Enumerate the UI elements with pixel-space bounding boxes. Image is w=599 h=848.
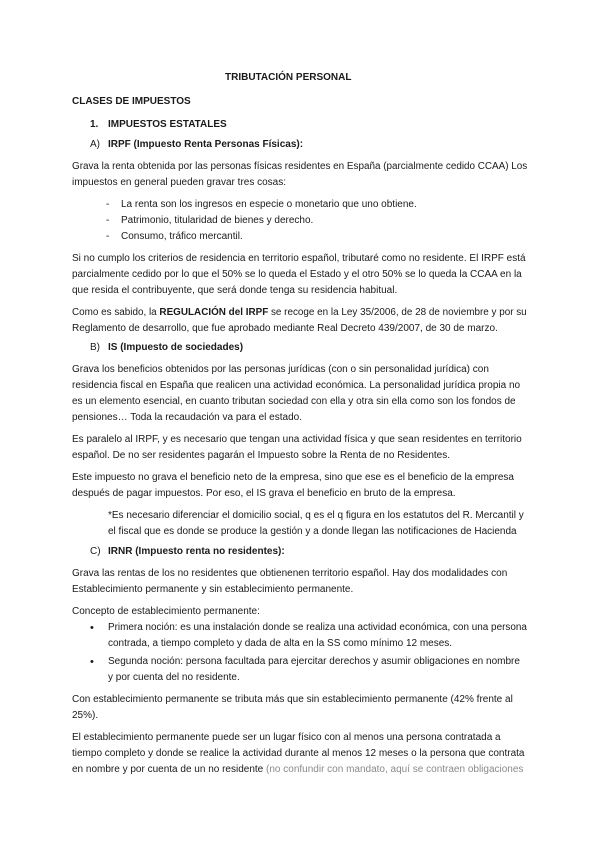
- paragraph-line: Grava las rentas de los no residentes que obtienenen territorio español. Hay dos modalidades con: [72, 568, 508, 579]
- paragraph-line: Si no cumplo los criterios de residencia en territorio español, tributaré como no residente. El IRPF está: [72, 253, 526, 264]
- is-letter: B): [90, 342, 100, 353]
- bullet-line: Segunda noción: persona facultada para ejercitar derechos y asumir obligaciones en nombre: [108, 656, 520, 667]
- bullet-line: y por cuenta del no residente.: [108, 672, 240, 683]
- bullet-dot: •: [90, 622, 94, 634]
- irpf-letter: A): [90, 139, 100, 150]
- paragraph-line: 25%).: [72, 710, 99, 721]
- section-heading: CLASES DE IMPUESTOS: [72, 96, 191, 107]
- text-run: Como es sabido, la: [72, 307, 160, 318]
- concept-heading: Concepto de establecimiento permanente:: [72, 606, 260, 617]
- bullet-line: Primera noción: es una instalación donde se realiza una actividad económica, con una persona: [108, 622, 527, 633]
- list-item: Patrimonio, titularidad de bienes y derecho.: [121, 215, 314, 226]
- paragraph-line: Es paralelo al IRPF, y es necesario que tengan una actividad física y que sean residentes en territorio: [72, 434, 522, 445]
- irpf-intro-line: Grava la renta obtenida por las personas físicas residentes en España (parcialmente cedido CCAA) Los: [72, 161, 528, 172]
- bullet-line: contrada, a tiempo completo y dada de alta en la SS como mínimo 12 meses.: [108, 638, 453, 649]
- irpf-heading: IRPF (Impuesto Renta Personas Físicas):: [108, 139, 304, 150]
- paragraph-line: El establecimiento permanente puede ser un lugar físico con al menos una persona contratada a: [72, 732, 501, 743]
- paragraph-line: [72, 764, 523, 776]
- dash-bullet: -: [106, 215, 110, 226]
- paragraph-line: pensiones… Toda la recaudación va para el estado.: [72, 412, 302, 423]
- subsection-heading: IMPUESTOS ESTATALES: [108, 119, 227, 130]
- paragraph-line: tiempo completo y donde se realice la actividad durante al menos 12 meses o la persona que contrata: [72, 748, 525, 759]
- text-run: se recoge en la Ley 35/2006, de 28 de noviembre y por su: [268, 307, 527, 318]
- paragraph-line: después de pagar impuestos. Por eso, el IS grava el beneficio en bruto de la empresa.: [72, 488, 456, 499]
- page-title: TRIBUTACIÓN PERSONAL: [225, 72, 352, 83]
- paragraph-line: Con establecimiento permanente se tributa más que sin establecimiento permanente (42% frente al: [72, 694, 513, 705]
- paragraph-line: es un elemento esencial, en cuanto tributan sociedad con ella y otra sin ella como son los fondos de: [72, 396, 516, 407]
- paragraph-line: Establecimiento permanente y sin establecimiento permanente.: [72, 584, 354, 595]
- paragraph-line: parcialmente cedido por lo que el 50% se lo queda el Estado y el otro 50% se lo queda la CCAA en la: [72, 269, 522, 280]
- irnr-letter: C): [90, 546, 101, 557]
- list-item: La renta son los ingresos en especie o monetario que uno obtiene.: [121, 199, 417, 210]
- note-line: *Es necesario diferenciar el domicilio social, q es el q figura en los estatutos del R. Mercantil y: [108, 510, 524, 521]
- list-item: Consumo, tráfico mercantil.: [121, 231, 243, 242]
- paragraph-line: Grava los beneficios obtenidos por las personas jurídicas (con o sin personalidad jurídica) con: [72, 364, 489, 375]
- dash-bullet: -: [106, 199, 110, 210]
- paragraph-line: [72, 307, 527, 319]
- dash-bullet: -: [106, 231, 110, 242]
- bullet-dot: •: [90, 656, 94, 668]
- paragraph-line: residencia fiscal en España que realicen una actividad económica. La personalidad jurídica propia no: [72, 380, 521, 391]
- paragraph-line: Reglamento de desarrollo, que fue aprobado mediante Real Decreto 439/2007, de 30 de marzo.: [72, 323, 498, 334]
- note-line: el fiscal que es donde se produce la gestión y a donde llegan las notificaciones de Hacienda: [108, 526, 517, 537]
- irnr-heading: IRNR (Impuesto renta no residentes):: [108, 546, 285, 557]
- regulation-bold-text: REGULACIÓN del IRPF: [159, 307, 269, 318]
- text-run: en nombre y por cuenta de un no residente: [72, 764, 267, 775]
- paragraph-line: español. De no ser residentes pagarán el Impuesto sobre la Renta de no Residentes.: [72, 450, 451, 461]
- is-heading: IS (Impuesto de sociedades): [108, 342, 244, 353]
- irpf-intro-line: impuestos en general pueden gravar tres cosas:: [72, 177, 287, 188]
- grey-note-text: (no confundir con mandato, aquí se contraen obligaciones: [266, 764, 524, 775]
- subsection-number: 1.: [90, 119, 99, 130]
- paragraph-line: Este impuesto no grava el beneficio neto de la empresa, sino que ese es el beneficio de la empresa: [72, 472, 514, 483]
- paragraph-line: que resida el contribuyente, que será donde tenga su residencia habitual.: [72, 285, 398, 296]
